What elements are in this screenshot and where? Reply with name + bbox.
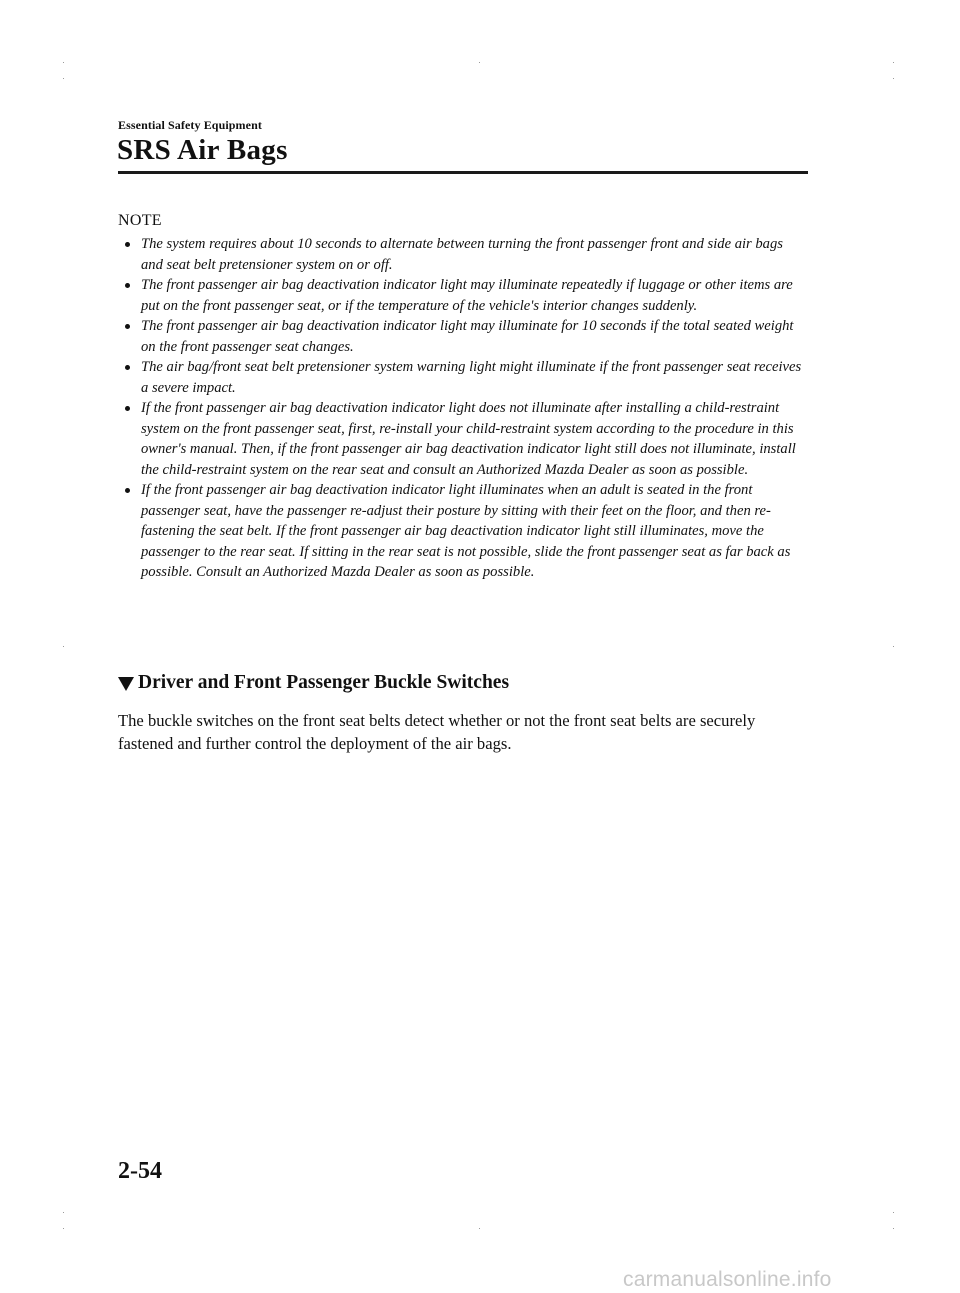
note-item-text: The air bag/front seat belt pretensioner system warning light might illuminate if the front passenger seat receives a severe impact. bbox=[141, 359, 802, 396]
crop-mark bbox=[893, 78, 894, 79]
crop-mark bbox=[63, 1228, 64, 1229]
bullet-icon bbox=[125, 242, 130, 247]
bullet-icon bbox=[125, 488, 130, 493]
crop-mark bbox=[893, 646, 894, 647]
title-divider bbox=[118, 171, 808, 174]
crop-mark bbox=[63, 646, 64, 647]
note-item bbox=[118, 357, 808, 398]
note-item bbox=[118, 275, 808, 316]
watermark-text: carmanualsonline.info bbox=[623, 1268, 832, 1291]
page-title: SRS Air Bags bbox=[117, 134, 288, 166]
note-item-text: If the front passenger air bag deactivation indicator light does not illuminate after installing a child-restraint system on the front passenger seat, first, re-install your child-restraint system according to the procedure in this owner's manual. Then, if the front passenger air bag deactivation indicator light still does not illuminate, install the child-restraint system on the rear seat and consult an Authorized Mazda Dealer as soon as possible. bbox=[141, 400, 796, 478]
note-item bbox=[118, 480, 808, 583]
note-list bbox=[118, 234, 808, 583]
note-heading: NOTE bbox=[118, 212, 162, 229]
subsection-title-text: Driver and Front Passenger Buckle Switches bbox=[138, 672, 510, 693]
crop-mark bbox=[893, 1212, 894, 1213]
crop-mark bbox=[63, 1212, 64, 1213]
note-item-text: If the front passenger air bag deactivation indicator light illuminates when an adult is seated in the front passenger seat, have the passenger re-adjust their posture by sitting with their feet on the floor, and then re-fastening the seat belt. If the front passenger air bag deactivation indicator light still illuminates, move the passenger to the rear seat. If sitting in the rear seat is not possible, slide the front passenger seat as far back as possible. Consult an Authorized Mazda Dealer as soon as possible. bbox=[141, 482, 791, 580]
note-item-text: The front passenger air bag deactivation indicator light may illuminate repeatedly if luggage or other items are put on the front passenger seat, or if the temperature of the vehicle's interior changes suddenly. bbox=[141, 277, 793, 314]
crop-mark bbox=[893, 62, 894, 63]
crop-mark bbox=[479, 62, 480, 63]
page-number: 2-54 bbox=[118, 1158, 162, 1184]
bullet-icon bbox=[125, 406, 130, 411]
note-item-text: The system requires about 10 seconds to alternate between turning the front passenger front and side air bags and seat belt pretensioner system on or off. bbox=[141, 236, 783, 273]
subsection-title bbox=[118, 672, 509, 694]
crop-mark bbox=[479, 1228, 480, 1229]
crop-mark bbox=[893, 1228, 894, 1229]
body-paragraph: The buckle switches on the front seat belts detect whether or not the front seat belts are securely fastened and further control the deployment of the air bags. bbox=[118, 711, 756, 753]
note-item bbox=[118, 398, 808, 480]
note-item-text: The front passenger air bag deactivation indicator light may illuminate for 10 seconds if the total seated weight on the front passenger seat changes. bbox=[141, 318, 794, 355]
note-item bbox=[118, 316, 808, 357]
note-item bbox=[118, 234, 808, 275]
triangle-down-icon bbox=[118, 677, 134, 691]
bullet-icon bbox=[125, 365, 130, 370]
bullet-icon bbox=[125, 283, 130, 288]
bullet-icon bbox=[125, 324, 130, 329]
crop-mark bbox=[63, 62, 64, 63]
crop-mark bbox=[63, 78, 64, 79]
section-label: Essential Safety Equipment bbox=[118, 118, 262, 132]
